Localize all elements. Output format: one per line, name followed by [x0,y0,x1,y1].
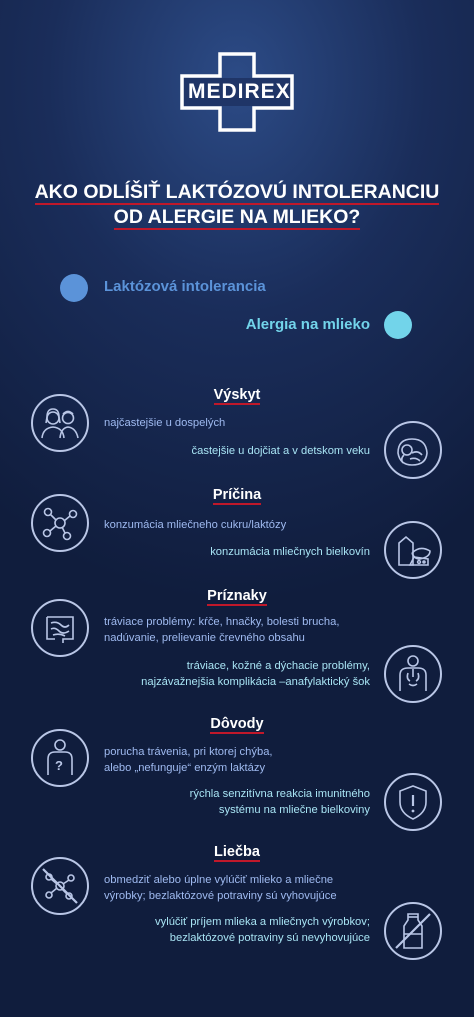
legend-dot-lactose [60,274,88,302]
section-title-vyskyt: Výskyt [213,387,261,403]
legend-label-lactose: Laktózová intolerancia [104,278,266,295]
pricina-lactose-line-1: konzumácia mliečneho cukru/laktózy [104,519,287,531]
dairy-products-icon [384,521,442,579]
priznaky-lactose-line-1: tráviace problémy: kŕče, hnačky, bolesti brucha, [104,616,340,628]
priznaky-allergy-line-2: najzávažnejšia komplikácia –anafylaktický šok [141,676,370,688]
priznaky-lactose-text [104,614,394,646]
vyskyt-allergy-text [80,443,370,459]
dovody-allergy-line-1: rýchla senzitívna reakcia imunitného [189,788,370,800]
liecba-allergy-line-1: vylúčiť príjem mlieka a mliečnych výrobkov; [155,916,370,928]
section-title-pricina: Príčina [212,487,262,503]
priznaky-lactose-line-2: nadúvanie, prelievanie črevného obsahu [104,632,305,644]
vyskyt-allergy-line-1: častejšie u dojčiat a v detskom veku [191,445,370,457]
baby-icon [384,421,442,479]
section-title-priznaky: Príznaky [207,588,267,604]
title-line-1: AKO ODLÍŠIŤ LAKTÓZOVÚ INTOLERANCIU [34,181,440,203]
liecba-allergy-text [80,914,370,946]
body-organs-icon [384,645,442,703]
legend-dot-allergy [384,311,412,339]
dovody-allergy-line-2: systému na mliečne bielkoviny [218,804,370,816]
person-question-icon [31,729,89,787]
priznaky-allergy-text [80,658,370,690]
dovody-lactose-line-1: porucha trávenia, pri ktorej chýba, [104,746,273,758]
dovody-lactose-text [104,744,394,776]
liecba-allergy-line-2: bezlaktózové potraviny sú nevyhovujúce [169,932,370,944]
section-title-dovody: Dôvody [210,716,264,732]
page-title [20,180,454,230]
intestine-icon [31,599,89,657]
vyskyt-lactose-line-1: najčastejšie u dospelých [104,417,226,429]
legend-label-allergy: Alergia na mlieko [245,316,370,333]
liecba-lactose-text [104,872,394,904]
liecba-lactose-line-2: výrobky; bezlaktózové potraviny sú vyhovujúce [104,890,337,902]
pricina-lactose-text [104,517,394,533]
dovody-allergy-text [80,786,370,818]
pricina-allergy-line-1: konzumácia mliečnych bielkovín [210,546,370,558]
svg-text:?: ? [55,758,63,773]
no-molecule-icon [31,857,89,915]
priznaky-allergy-line-1: tráviace, kožné a dýchacie problémy, [186,660,370,672]
liecba-lactose-line-1: obmedziť alebo úplne vylúčiť mlieko a mliečne [104,874,334,886]
pricina-allergy-text [80,544,370,560]
dovody-lactose-line-2: alebo „nefunguje“ enzým laktázy [104,762,266,774]
no-milk-bottle-icon [384,902,442,960]
vyskyt-lactose-text [104,415,394,431]
title-line-2: OD ALERGIE NA MLIEKO? [113,206,361,228]
section-title-liecba: Liečba [214,844,260,860]
brand-name: MEDIREX [188,80,291,103]
shield-warning-icon [384,773,442,831]
